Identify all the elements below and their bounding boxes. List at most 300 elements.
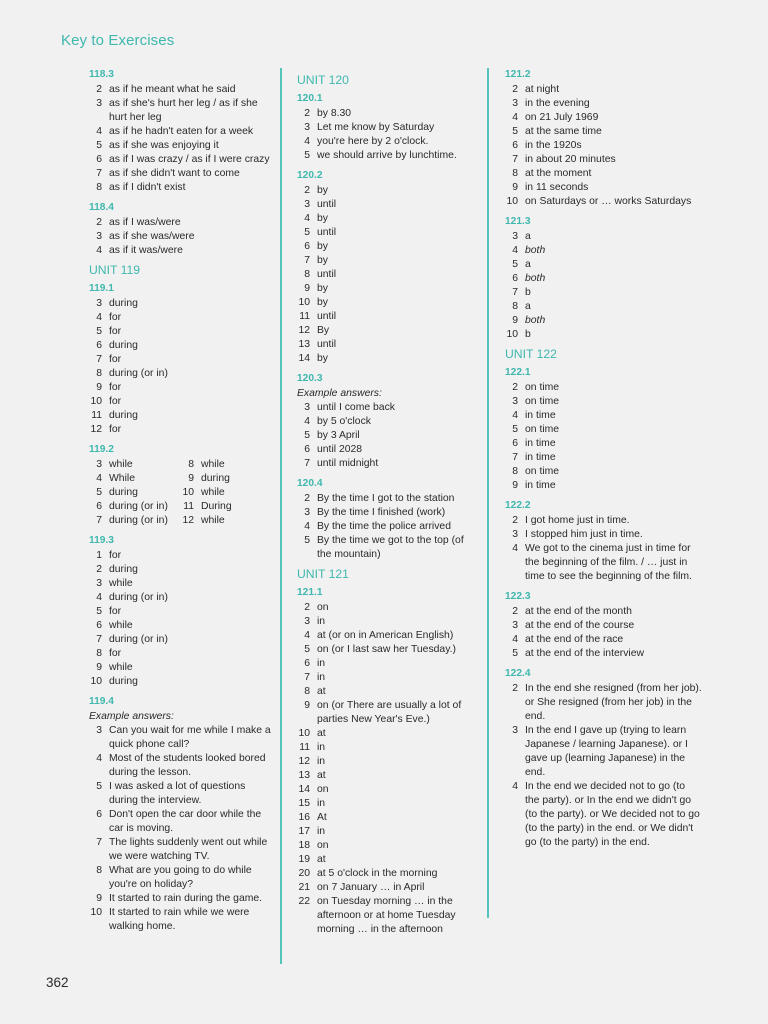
item-number: 9: [96, 382, 102, 393]
answer-text: in: [317, 798, 326, 809]
answer-item: [86, 836, 274, 864]
item-number: 7: [96, 837, 102, 848]
answer-text: by: [317, 185, 328, 196]
answer-item: [502, 153, 702, 167]
answer-item: [502, 451, 702, 465]
exercise-number: 121.1: [297, 587, 323, 598]
answer-text: in the evening: [525, 98, 590, 109]
item-number: 5: [96, 487, 102, 498]
answer-item: [502, 395, 702, 409]
answer-text: on: [317, 784, 329, 795]
answer-text: in: [317, 742, 326, 753]
answer-item: [502, 528, 702, 542]
item-number: 1: [96, 550, 102, 561]
answer-text: It started to rain during the game.: [109, 893, 263, 904]
answer-item: [294, 671, 478, 685]
item-number: 7: [96, 168, 102, 179]
item-number: 8: [304, 269, 310, 280]
answer-item: [86, 514, 178, 528]
item-number: 4: [96, 312, 102, 323]
item-number: 5: [304, 644, 310, 655]
item-number: 2: [512, 515, 518, 526]
answer-text: during (or in): [109, 368, 168, 379]
answer-text: at (or on in American English): [317, 630, 454, 641]
exercise-number: 120.3: [297, 373, 323, 384]
answer-item: [294, 443, 478, 457]
answer-item: [86, 167, 274, 181]
answer-text: for: [109, 326, 122, 337]
answer-text: for: [109, 606, 122, 617]
answer-item: [502, 514, 702, 528]
answer-text: By the time I got to the station: [317, 493, 455, 504]
item-number: 3: [512, 396, 518, 407]
answer-item: [294, 895, 478, 937]
exercise-number: 118.4: [89, 202, 114, 213]
item-number: 4: [304, 521, 310, 532]
answer-text: by: [317, 297, 328, 308]
answer-item: [294, 352, 478, 366]
answer-item: [86, 472, 178, 486]
item-number: 18: [298, 840, 310, 851]
answer-item: [502, 300, 702, 314]
answer-column-3: [502, 68, 702, 850]
answer-item: [294, 769, 478, 783]
unit-heading: UNIT 121: [297, 567, 349, 581]
page-number: 362: [46, 975, 69, 990]
item-number: 4: [512, 245, 518, 256]
exercise-number: 121.2: [505, 69, 531, 80]
answer-item: [86, 311, 274, 325]
answer-text: at the end of the course: [525, 620, 635, 631]
answer-item: [294, 401, 478, 415]
answer-item: [86, 675, 274, 689]
answer-item: [178, 500, 270, 514]
item-number: 4: [304, 136, 310, 147]
answer-item: [502, 97, 702, 111]
answer-text: a: [525, 231, 531, 242]
item-number: 3: [512, 231, 518, 242]
answer-column-2: [294, 68, 478, 937]
answer-item: [294, 811, 478, 825]
item-number: 9: [512, 182, 518, 193]
answer-item: [86, 591, 274, 605]
item-number: 8: [96, 865, 102, 876]
item-number: 4: [512, 781, 518, 792]
answer-text: during: [109, 564, 138, 575]
answer-item: [294, 629, 478, 643]
answer-item: [294, 310, 478, 324]
item-number: 11: [299, 311, 310, 322]
column-divider: [280, 68, 282, 964]
answer-text: for: [109, 396, 122, 407]
answer-item: [294, 212, 478, 226]
item-number: 4: [304, 630, 310, 641]
answer-item: [86, 230, 274, 244]
answer-item: [294, 881, 478, 895]
answer-item: [86, 83, 274, 97]
answer-item: [86, 353, 274, 367]
item-number: 5: [96, 140, 102, 151]
answer-text: until I come back: [317, 402, 395, 413]
answer-text: We got to the cinema just in time for the beginning of the film. / … just in time to see the beginning of the film.: [525, 543, 692, 582]
answer-item: [502, 244, 702, 258]
answer-text: during: [109, 676, 138, 687]
answer-text: while: [201, 487, 225, 498]
answer-item: [294, 741, 478, 755]
answer-text: at: [317, 728, 326, 739]
answer-item: [502, 181, 702, 195]
exercise-number: 122.2: [505, 500, 531, 511]
answer-pair-row: [86, 486, 274, 500]
answer-text: by: [317, 213, 328, 224]
item-number: 19: [298, 854, 310, 865]
item-number: 10: [182, 487, 194, 498]
answer-text: while: [201, 459, 225, 470]
item-number: 4: [96, 592, 102, 603]
item-number: 8: [96, 648, 102, 659]
answer-text: by 3 April: [317, 430, 360, 441]
answer-text: on (or There are usually a lot of parties New Year's Eve.): [317, 700, 462, 725]
item-number: 2: [512, 84, 518, 95]
item-number: 4: [304, 416, 310, 427]
item-number: 4: [512, 634, 518, 645]
answer-text: on 7 January … in April: [317, 882, 425, 893]
answer-text: as if I was crazy / as if I were crazy: [109, 154, 270, 165]
exercise-number: 119.4: [89, 696, 114, 707]
answer-text: At: [317, 812, 327, 823]
answer-item: [502, 167, 702, 181]
answer-text: b: [525, 287, 531, 298]
answer-text: at: [317, 854, 326, 865]
answer-text: in time: [525, 438, 556, 449]
answer-text: on time: [525, 382, 560, 393]
answer-item: [294, 825, 478, 839]
item-number: 21: [298, 882, 310, 893]
answer-text: at the end of the race: [525, 634, 624, 645]
answer-text: you're here by 2 o'clock.: [317, 136, 429, 147]
item-number: 7: [512, 452, 518, 463]
answer-text: we should arrive by lunchtime.: [317, 150, 457, 161]
answer-text: by: [317, 255, 328, 266]
unit-heading: UNIT 122: [505, 347, 557, 361]
answer-text: It started to rain while we were walking home.: [109, 907, 250, 932]
answer-text: at the end of the interview: [525, 648, 644, 659]
item-number: 8: [304, 686, 310, 697]
answer-text: in: [317, 616, 326, 627]
unit-heading: UNIT 119: [89, 263, 141, 277]
item-number: 3: [304, 122, 310, 133]
item-number: 8: [512, 466, 518, 477]
item-number: 4: [512, 410, 518, 421]
answer-text: During: [201, 501, 232, 512]
item-number: 6: [96, 154, 102, 165]
answer-text: until: [317, 227, 337, 238]
item-number: 5: [512, 259, 518, 270]
item-number: 7: [304, 672, 310, 683]
answer-item: [86, 892, 274, 906]
answer-item: [294, 506, 478, 520]
answer-text: in time: [525, 452, 556, 463]
answer-item: [502, 111, 702, 125]
item-number: 7: [304, 255, 310, 266]
item-number: 16: [298, 812, 310, 823]
answer-text: I got home just in time.: [525, 515, 630, 526]
answer-text: By the time the police arrived: [317, 521, 451, 532]
answer-item: [294, 149, 478, 163]
answer-text: at the same time: [525, 126, 602, 137]
answer-item: [86, 808, 274, 836]
answer-item: [86, 244, 274, 258]
answer-item: [502, 605, 702, 619]
answer-text: until: [317, 311, 337, 322]
answer-text: as if she's hurt her leg / as if she hurt her leg: [109, 98, 258, 123]
answer-item: [86, 486, 178, 500]
item-number: 5: [512, 126, 518, 137]
item-number: 7: [512, 154, 518, 165]
answer-text: during: [109, 340, 138, 351]
answer-text: as if it was/were: [109, 245, 183, 256]
item-number: 9: [512, 480, 518, 491]
answer-item: [294, 699, 478, 727]
item-number: 14: [298, 353, 310, 364]
answer-item: [294, 121, 478, 135]
answer-column-1: [86, 68, 274, 934]
answer-item: [294, 415, 478, 429]
answer-item: [502, 437, 702, 451]
answer-item: [86, 549, 274, 563]
item-number: 9: [304, 700, 310, 711]
answer-item: [294, 338, 478, 352]
item-number: 6: [512, 438, 518, 449]
answer-text: By the time we got to the top (of the mountain): [317, 535, 464, 560]
answer-item: [178, 472, 270, 486]
answer-text: at the end of the month: [525, 606, 632, 617]
item-number: 6: [96, 501, 102, 512]
answer-item: [294, 282, 478, 296]
answer-item: [86, 906, 274, 934]
answer-text: in: [317, 672, 326, 683]
item-number: 3: [96, 298, 102, 309]
answer-item: [294, 135, 478, 149]
answer-item: [86, 619, 274, 633]
answer-item: [294, 107, 478, 121]
item-number: 8: [512, 168, 518, 179]
item-number: 3: [512, 98, 518, 109]
answer-text: during: [109, 298, 138, 309]
item-number: 4: [96, 245, 102, 256]
answer-text: at: [317, 686, 326, 697]
answer-text: while: [109, 620, 133, 631]
answer-item: [502, 286, 702, 300]
answer-text: By the time I finished (work): [317, 507, 446, 518]
answer-item: [86, 563, 274, 577]
item-number: 2: [96, 84, 102, 95]
answer-item: [294, 240, 478, 254]
answer-item: [502, 328, 702, 342]
answer-item: [502, 230, 702, 244]
answer-item: [86, 297, 274, 311]
answer-item: [86, 724, 274, 752]
item-number: 5: [304, 150, 310, 161]
answer-text: as if she was/were: [109, 231, 195, 242]
answer-item: [502, 724, 702, 780]
item-number: 2: [304, 108, 310, 119]
answer-item: [294, 601, 478, 615]
item-number: 6: [304, 241, 310, 252]
answer-item: [86, 381, 274, 395]
answer-text: The lights suddenly went out while we were watching TV.: [109, 837, 268, 862]
example-answers-note: Example answers:: [297, 388, 382, 399]
exercise-number: 122.4: [505, 668, 531, 679]
answer-text: at: [317, 770, 326, 781]
answer-pair-row: [86, 500, 274, 514]
item-number: 10: [298, 297, 310, 308]
answer-item: [294, 226, 478, 240]
item-number: 3: [304, 507, 310, 518]
item-number: 17: [298, 826, 310, 837]
answer-item: [178, 458, 270, 472]
item-number: 3: [96, 98, 102, 109]
answer-item: [502, 272, 702, 286]
answer-item: [294, 839, 478, 853]
answer-text: as if I didn't exist: [109, 182, 186, 193]
item-number: 11: [91, 410, 102, 421]
item-number: 10: [506, 329, 518, 340]
answer-item: [294, 198, 478, 212]
item-number: 6: [512, 140, 518, 151]
answer-item: [86, 423, 274, 437]
answer-text: in: [317, 756, 326, 767]
answer-text: In the end she resigned (from her job). or She resigned (from her job) in the end.: [525, 683, 702, 722]
answer-text: on time: [525, 424, 560, 435]
item-number: 3: [304, 199, 310, 210]
exercise-number: 119.1: [89, 283, 114, 294]
answer-text: by: [317, 353, 328, 364]
answer-item: [502, 647, 702, 661]
answer-item: [294, 867, 478, 881]
item-number: 22: [298, 896, 310, 907]
exercise-number: 121.3: [505, 216, 531, 227]
answer-item: [294, 853, 478, 867]
answer-text: while: [201, 515, 225, 526]
answer-item: [86, 97, 274, 125]
answer-item: [502, 83, 702, 97]
answer-item: [294, 254, 478, 268]
exercise-number: 118.3: [89, 69, 114, 80]
answer-item: [86, 395, 274, 409]
answer-item: [502, 139, 702, 153]
item-number: 3: [304, 402, 310, 413]
answer-text: by: [317, 241, 328, 252]
answer-text: for: [109, 312, 122, 323]
answer-item: [502, 465, 702, 479]
answer-text: during: [109, 487, 138, 498]
answer-item: [294, 534, 478, 562]
item-number: 12: [182, 515, 194, 526]
answer-item: [294, 615, 478, 629]
answer-item: [294, 429, 478, 443]
item-number: 9: [188, 473, 194, 484]
answer-text: both: [525, 273, 546, 284]
item-number: 8: [96, 368, 102, 379]
answer-item: [86, 409, 274, 423]
answer-item: [86, 633, 274, 647]
exercise-number: 120.2: [297, 170, 323, 181]
answer-text: for: [109, 648, 122, 659]
answer-text: in: [317, 826, 326, 837]
item-number: 4: [96, 473, 102, 484]
answer-item: [86, 752, 274, 780]
item-number: 11: [299, 742, 310, 753]
answer-item: [86, 125, 274, 139]
answer-text: both: [525, 245, 546, 256]
exercise-number: 120.4: [297, 478, 323, 489]
answer-text: during: [109, 410, 138, 421]
answer-text: during (or in): [109, 634, 168, 645]
exercise-number: 122.3: [505, 591, 531, 602]
answer-text: on: [317, 840, 329, 851]
item-number: 2: [512, 683, 518, 694]
item-number: 2: [96, 217, 102, 228]
answer-text: as if he meant what he said: [109, 84, 236, 95]
answer-text: for: [109, 424, 122, 435]
answer-text: as if she was enjoying it: [109, 140, 219, 151]
example-answers-note: Example answers:: [89, 711, 174, 722]
answer-text: as if she didn't want to come: [109, 168, 240, 179]
answer-text: until: [317, 199, 337, 210]
answer-text: by 5 o'clock: [317, 416, 371, 427]
item-number: 4: [96, 753, 102, 764]
answer-item: [178, 486, 270, 500]
answer-text: at 5 o'clock in the morning: [317, 868, 438, 879]
answer-item: [502, 479, 702, 493]
answer-item: [86, 216, 274, 230]
answer-item: [86, 153, 274, 167]
item-number: 14: [298, 784, 310, 795]
item-number: 9: [304, 283, 310, 294]
item-number: 3: [96, 459, 102, 470]
item-number: 5: [304, 430, 310, 441]
answer-text: while: [109, 459, 133, 470]
item-number: 3: [512, 529, 518, 540]
answer-item: [502, 195, 702, 209]
item-number: 4: [304, 213, 310, 224]
answer-text: as if I was/were: [109, 217, 181, 228]
answer-item: [502, 682, 702, 724]
item-number: 6: [304, 444, 310, 455]
answer-text: until: [317, 339, 337, 350]
answer-text: as if he hadn't eaten for a week: [109, 126, 254, 137]
item-number: 8: [512, 301, 518, 312]
answer-text: in the 1920s: [525, 140, 582, 151]
answer-text: on (or I last saw her Tuesday.): [317, 644, 456, 655]
item-number: 12: [90, 424, 102, 435]
item-number: 6: [96, 620, 102, 631]
item-number: 10: [298, 728, 310, 739]
answer-item: [502, 381, 702, 395]
answer-text: on time: [525, 466, 560, 477]
answer-item: [294, 797, 478, 811]
answer-text: during (or in): [109, 515, 168, 526]
answer-item: [294, 268, 478, 282]
answer-text: on 21 July 1969: [525, 112, 599, 123]
item-number: 13: [298, 339, 310, 350]
answer-text: in time: [525, 480, 556, 491]
answer-item: [178, 514, 270, 528]
column-divider: [487, 68, 489, 918]
answer-pair-row: [86, 458, 274, 472]
answer-text: In the end I gave up (trying to learn Japanese / learning Japanese). or I gave up (learning Japanese) in the end.: [525, 725, 688, 778]
